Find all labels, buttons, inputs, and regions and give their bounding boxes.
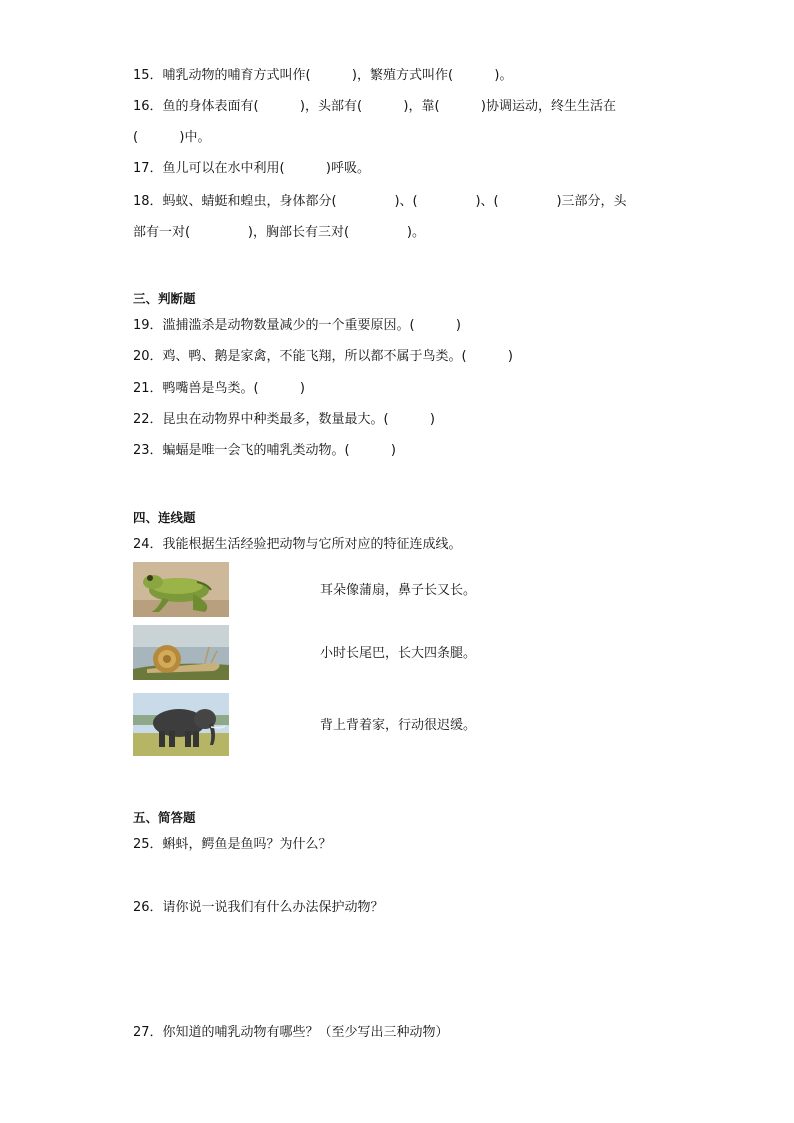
section-heading-match: 四、连线题	[133, 510, 196, 525]
question-18-line1: 18．蚂蚁、蜻蜓和蝗虫，身体都分( )、( )、( )三部分，头	[133, 194, 627, 209]
question-27: 27．你知道的哺乳动物有哪些？（至少写出三种动物）	[133, 1025, 449, 1040]
snail-image	[133, 625, 229, 680]
elephant-image	[133, 693, 229, 756]
question-15: 15．哺乳动物的哺育方式叫作( )，繁殖方式叫作( )。	[133, 68, 513, 83]
question-24: 24．我能根据生活经验把动物与它所对应的特征连成线。	[133, 537, 462, 552]
question-22: 22．昆虫在动物界中种类最多，数量最大。( )	[133, 412, 436, 427]
question-18-line2: 部有一对( )，胸部长有三对( )。	[133, 225, 425, 240]
question-21: 21．鸭嘴兽是鸟类。( )	[133, 381, 306, 396]
section-heading-short-answer: 五、简答题	[133, 810, 196, 825]
question-25: 25．蝌蚪，鳄鱼是鱼吗？为什么？	[133, 837, 332, 852]
question-19: 19．滥捕滥杀是动物数量减少的一个重要原因。( )	[133, 318, 462, 333]
feature-elephant: 耳朵像蒲扇，鼻子长又长。	[320, 583, 477, 598]
question-17: 17．鱼儿可以在水中利用( )呼吸。	[133, 161, 371, 176]
feature-snail: 背上背着家，行动很迟缓。	[320, 718, 477, 733]
section-heading-judge: 三、判断题	[133, 291, 196, 306]
question-16-line2: ( )中。	[133, 130, 211, 145]
question-26: 26．请你说一说我们有什么办法保护动物？	[133, 900, 384, 915]
feature-frog: 小时长尾巴，长大四条腿。	[320, 646, 477, 661]
question-23: 23．蝙蝠是唯一会飞的哺乳类动物。( )	[133, 443, 397, 458]
question-16-line1: 16．鱼的身体表面有( )，头部有( )，靠( )协调运动，终生生活在	[133, 99, 616, 114]
frog-image	[133, 562, 229, 617]
question-20: 20．鸡、鸭、鹅是家禽，不能飞翔，所以都不属于鸟类。( )	[133, 349, 514, 364]
